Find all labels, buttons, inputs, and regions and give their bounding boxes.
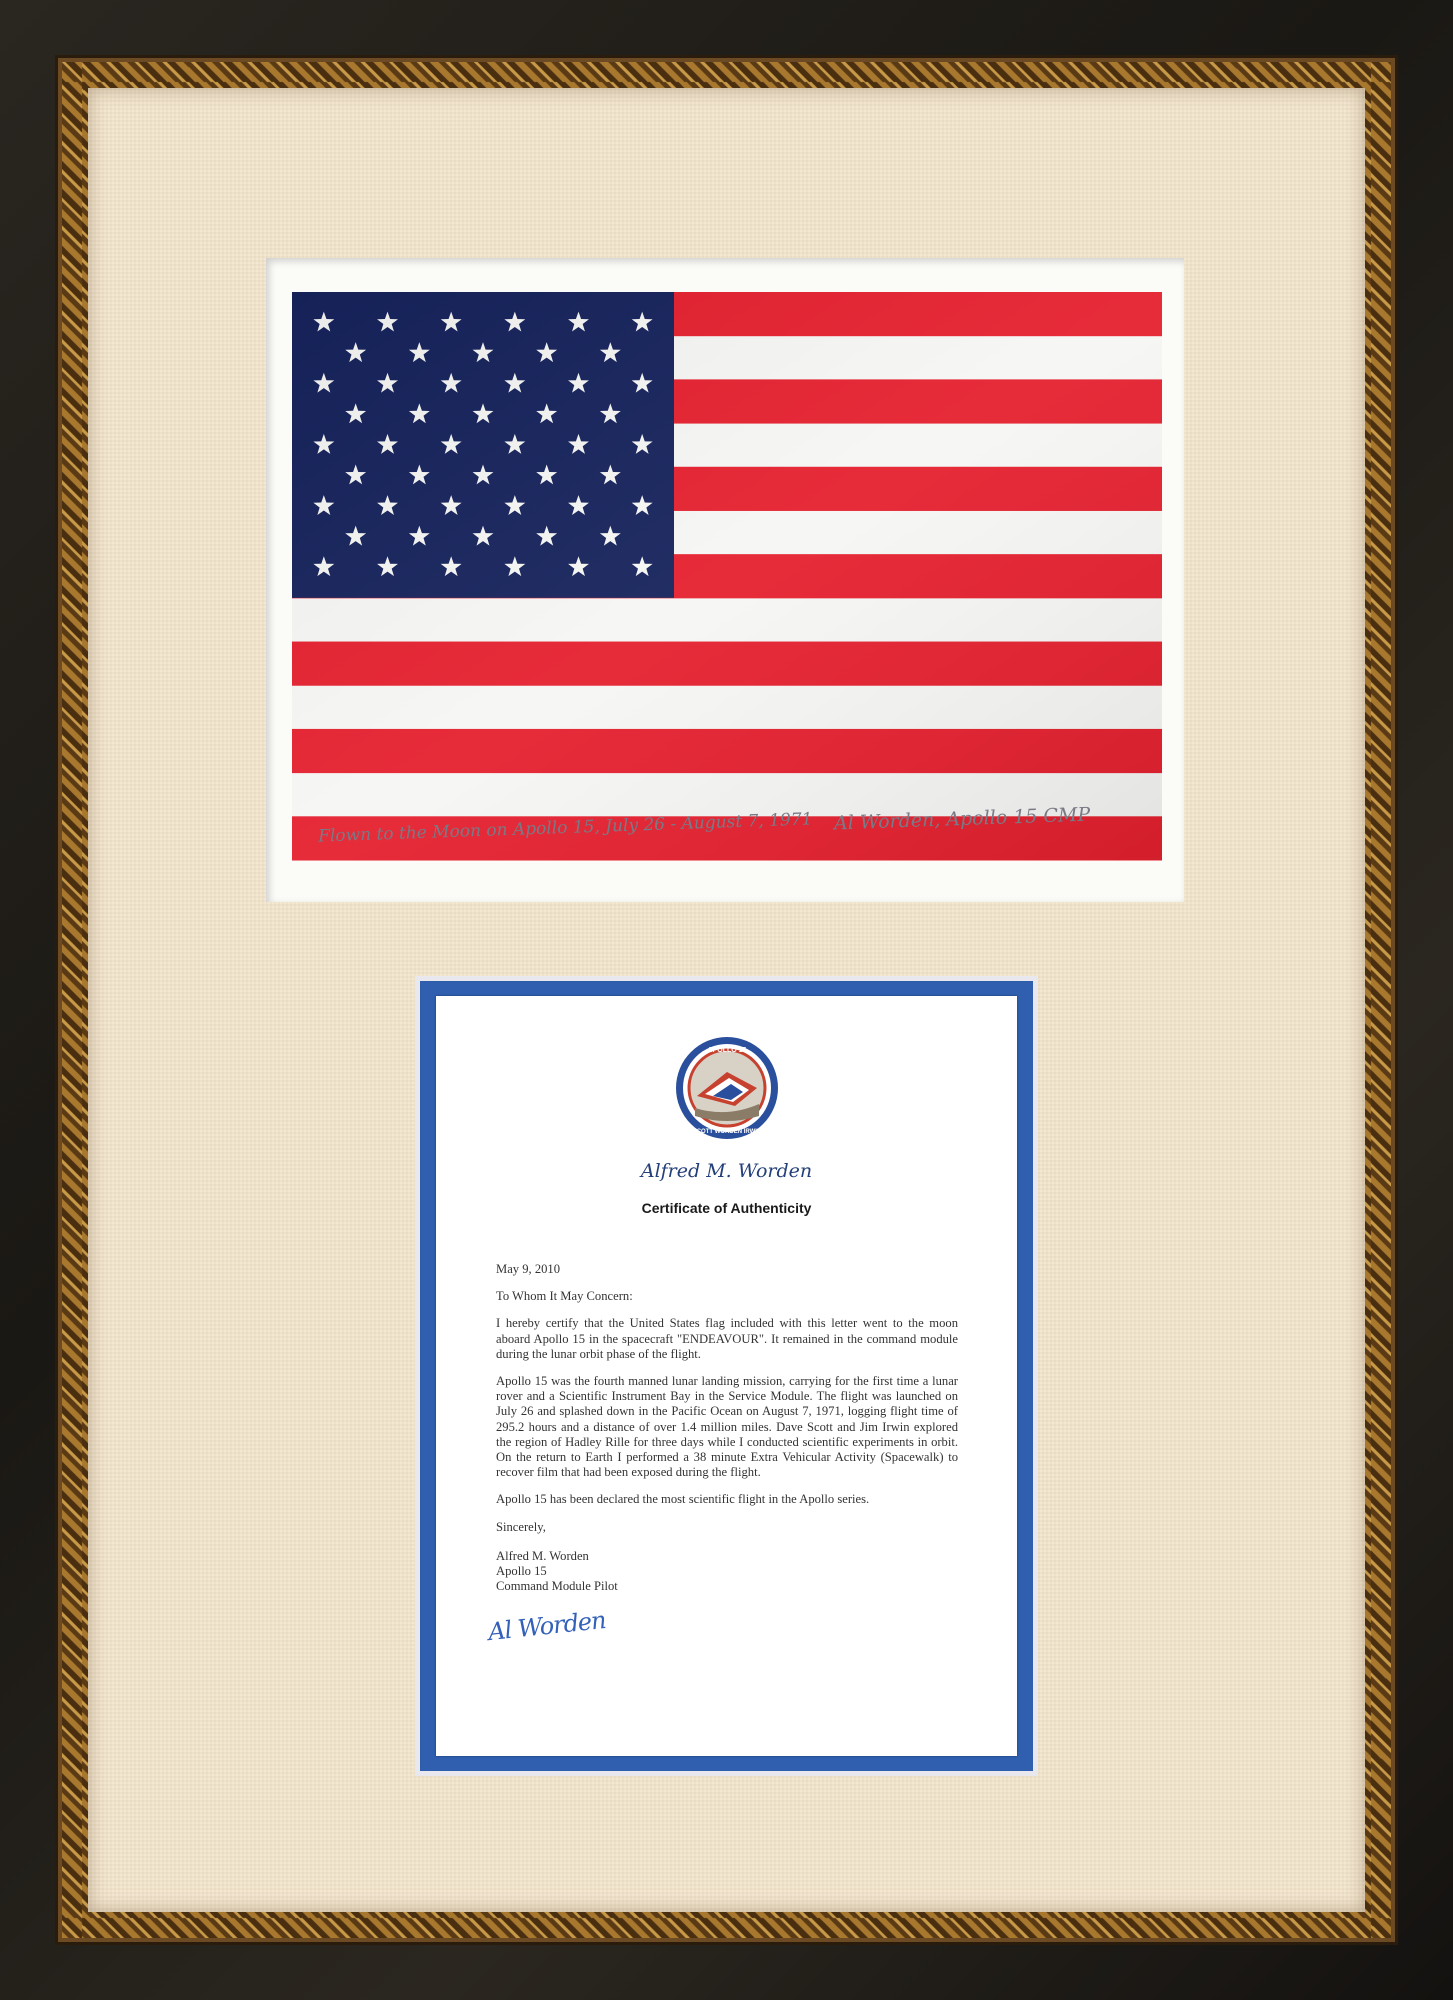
certificate-body: [496, 1262, 958, 1594]
svg-text:APOLLO 15: APOLLO 15: [707, 1047, 747, 1054]
handwritten-signature: Al Worden: [486, 1605, 607, 1647]
certificate-title: Certificate of Authenticity: [641, 1200, 812, 1216]
signer-name: Alfred M. Worden: [496, 1548, 589, 1563]
certificate-paragraph-2: Apollo 15 was the fourth manned lunar landing mission, carrying for the first time a lunar rover and a Scientific Instrument Bay in the Service Module. The flight was launched on July 26 and splashed down in the Pacific Ocean on August 7, 1971, logging flight time of 295.2 hours and a distance of over 1.4 million miles. Dave Scott and Jim Irwin explored the region of Hadley Rille for three days while I conducted scientific experiments in orbit. On the return to Earth I performed a 38 minute Extra Vehicular Activity (Spacewalk) to recover film that had been exposed during the flight.: [496, 1374, 958, 1480]
svg-text:SCOTT WORDEN IRWIN: SCOTT WORDEN IRWIN: [692, 1129, 762, 1135]
certificate-date: May 9, 2010: [496, 1262, 561, 1276]
flag-inscription-right: Al Worden, Apollo 15 CMP: [833, 803, 1091, 835]
signer-mission: Apollo 15: [496, 1564, 547, 1579]
certificate-name-heading: Alfred M. Worden: [640, 1160, 813, 1182]
us-flag-graphic: [292, 284, 1162, 882]
signer-role: Command Module Pilot: [496, 1579, 618, 1594]
apollo-15-patch-icon: [675, 1036, 779, 1140]
certificate-paragraph-3: Apollo 15 has been declared the most scientific flight in the Apollo series.: [496, 1492, 870, 1507]
certificate-salutation: To Whom It May Concern:: [496, 1289, 633, 1304]
flag-inscription-left: Flown to the Moon on Apollo 15, July 26 - August 7, 1971: [317, 809, 813, 847]
certificate-closing: Sincerely,: [496, 1519, 546, 1534]
flag-fabric-shading: [292, 292, 1162, 860]
certificate-paragraph-1: I hereby certify that the United States flag included with this letter went to the moon aboard Apollo 15 in the spacecraft "ENDEAVOUR". It remained in the command module during the lunar orbit phase of the flight.: [496, 1316, 958, 1361]
us-flag: [292, 284, 1162, 882]
